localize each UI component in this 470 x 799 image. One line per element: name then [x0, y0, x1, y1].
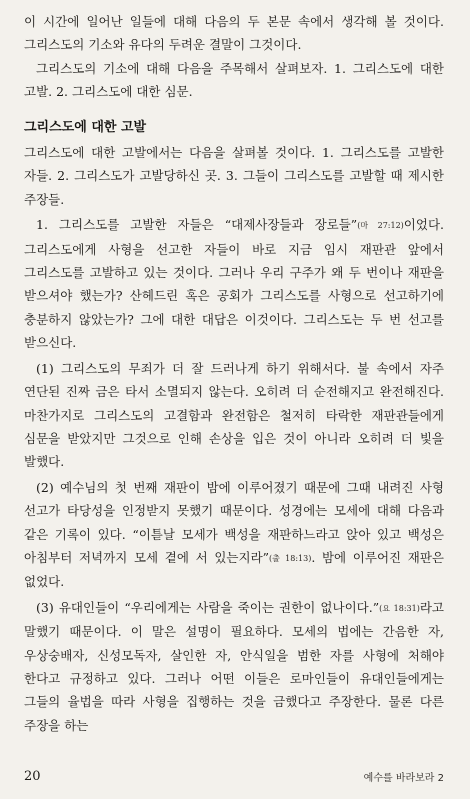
paragraph-accusers	[24, 213, 444, 354]
scripture-citation: (마 27:12)	[357, 221, 404, 231]
section-heading: 그리스도에 대한 고발	[24, 119, 147, 135]
paragraph-reason-three-text-a: (3) 유대인들이 “우리에게는 사람을 죽이는 권한이 없나이다.”	[36, 599, 380, 615]
paragraph-accusation-overview: 그리스도에 대한 고발에서는 다음을 살펴볼 것이다. 1. 그리스도를 고발한 자들. 2. 그리스도가 고발당하신 곳. 3. 그들이 그리스도를 고발할 때 제시한 주장들.	[24, 145, 444, 207]
scripture-citation: (출 18:13)	[269, 553, 312, 563]
paragraph-reason-three	[24, 596, 444, 737]
page-number: 20	[24, 768, 41, 784]
scripture-citation: (요 18:31)	[379, 603, 420, 613]
running-title: 예수를 바라보라 2	[363, 772, 444, 784]
page-body	[24, 10, 444, 737]
page-footer	[24, 765, 444, 787]
paragraph-reason-two-text-a: (2) 예수님의 첫 번째 재판이 밤에 이루어졌기 때문에 그때 내려진 사형 선고가 타당성을 인정받지 못했기 때문이다. 성경에는 모세에 대해 다음과 같은 기록이 있다. “이튿날 모세가 백성을 재판하느라고 앉아 있고 백성은 아침부터 저녁까지 모세 곁에 서 있는지라”	[24, 479, 444, 565]
paragraph-accusers-text-b: 이었다. 그리스도에게 사형을 선고한 자들이 바로 지금 임시 재판관 앞에서 그리스도를 고발하고 있는 것이다. 그러나 우리 구주가 왜 두 번이나 재판을 받으셔야 했는가? 산헤드린 혹은 공회가 그리스도를 사형으로 선고하기에 충분하지 않았는가? 그에 대한 대답은 이것이다. 그리스도는 두 번 선고를 받으신다.	[24, 217, 444, 351]
paragraph-reason-two-text-b: . 밤에 이루어진 재판은 없었다.	[24, 549, 444, 590]
paragraph-reason-three-text-b: 라고 말했기 때문이다. 이 말은 설명이 필요하다. 모세의 법에는 간음한 자, 우상숭배자, 신성모독자, 살인한 자, 안식일을 범한 자를 사형에 처해야 한다고 규정하고 있다. 그러나 어떤 이들은 로마인들이 유대인들에게는 그들의 율법을 따라 사형을 집행하는 것을 금했다고 주장한다. 물론 다른 주장을 하는	[24, 599, 444, 733]
paragraph-reason-one: (1) 그리스도의 무죄가 더 잘 드러나게 하기 위해서다. 불 속에서 자주 연단된 진짜 금은 타서 소멸되지 않는다. 오히려 더 순전해지고 완전해진다. 마찬가지로 그리스도의 고결함과 완전함은 철저히 타락한 재판관들에게 심문을 받았지만 그것으로 인해 손상을 입은 것이 아니라 오히려 더 빛을 발했다.	[24, 360, 444, 470]
paragraph-reason-two	[24, 476, 444, 594]
paragraph-intro: 이 시간에 일어난 일들에 대해 다음의 두 본문 속에서 생각해 볼 것이다. 그리스도의 기소와 유다의 두려운 결말이 그것이다.	[24, 14, 444, 53]
paragraph-accusers-text-a: 1. 그리스도를 고발한 자들은 “대제사장들과 장로들”	[36, 217, 358, 233]
paragraph-outline: 그리스도의 기소에 대해 다음을 주목해서 살펴보자. 1. 그리스도에 대한 고발. 2. 그리스도에 대한 심문.	[24, 60, 444, 100]
